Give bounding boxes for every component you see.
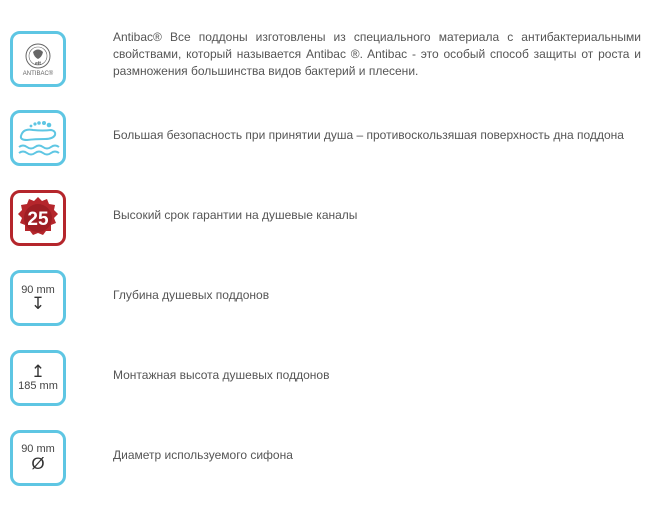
svg-text:eit: eit (35, 60, 41, 67)
antislip-badge (10, 110, 66, 166)
antibac-seal-icon (18, 42, 58, 72)
warranty-number: 25 (27, 209, 49, 230)
feature-text-antibac: Antibac® Все поддоны изготовлены из специального материала с антибактериальными свойствами, который называется Antibac ®. Antibac - это особый способ защиты от роста и размножения большинства видов бактерий и плесени. (113, 30, 641, 78)
diameter-icon: Ø (31, 454, 45, 473)
feature-text-warranty: Высокий срок гарантии на душевые каналы (113, 208, 358, 222)
warranty-25-icon (14, 194, 62, 242)
diameter-badge (10, 430, 66, 486)
feature-text-depth: Глубина душевых поддонов (113, 288, 270, 302)
height-badge (10, 350, 66, 406)
diameter-value: 90 mm (21, 443, 55, 455)
height-value: 185 mm (18, 380, 58, 392)
warranty-badge (10, 190, 66, 246)
feature-text-antislip: Большая безопасность при принятии душа – противоскользяшая поверхность дна поддона (113, 128, 624, 142)
feature-text-height: Монтажная высота душевых поддонов (113, 368, 330, 382)
foot-water-icon (15, 118, 61, 158)
antibac-label: ANTIBAC® (22, 70, 54, 77)
depth-badge (10, 270, 66, 326)
height-arrow-up-icon: ↥ (30, 362, 46, 381)
depth-arrow-down-icon: ↧ (30, 294, 46, 313)
feature-text-diameter: Диаметр используемого сифона (113, 448, 293, 462)
antibac-badge (10, 31, 66, 87)
depth-value: 90 mm (21, 284, 55, 296)
